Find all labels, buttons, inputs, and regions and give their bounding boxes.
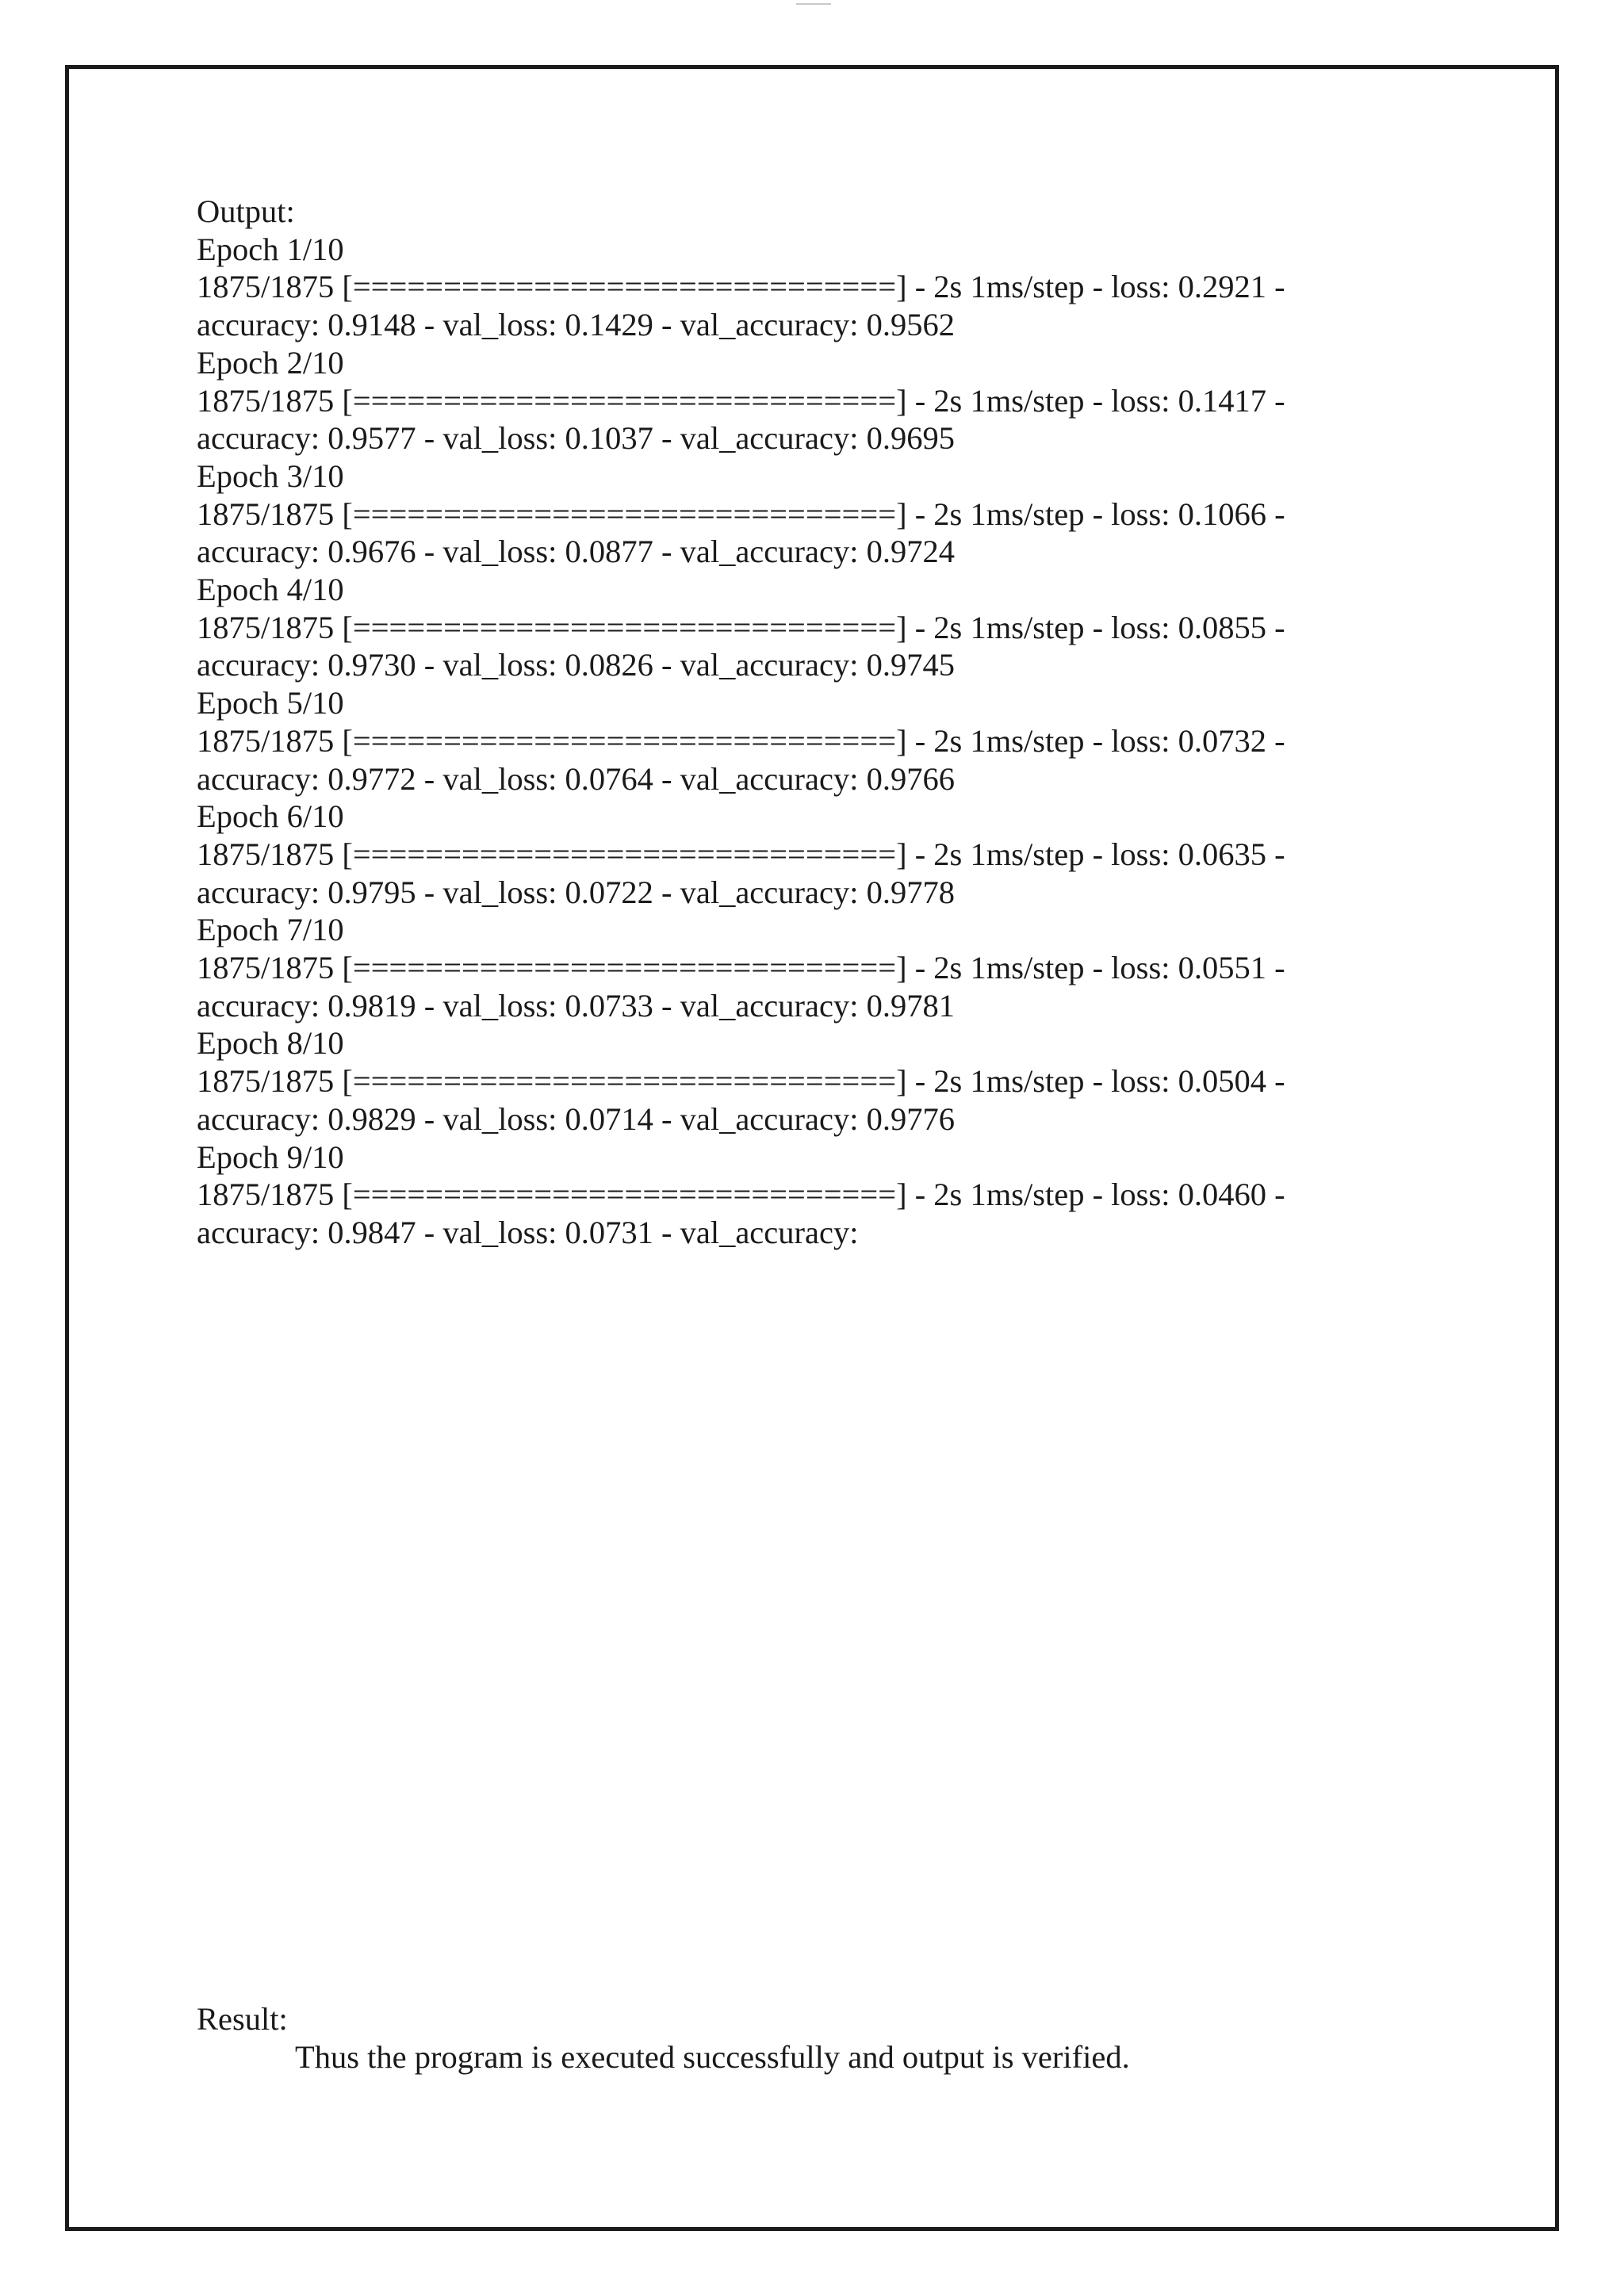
output-line: Epoch 4/10	[197, 572, 344, 608]
result-heading: Result:	[197, 2001, 288, 2037]
output-line: 1875/1875 [==============================] - 2s 1ms/step - loss: 0.0460 -	[197, 1177, 1285, 1213]
output-line: accuracy: 0.9577 - val_loss: 0.1037 - val_accuracy: 0.9695	[197, 420, 955, 457]
output-line: Epoch 2/10	[197, 344, 344, 381]
output-line: accuracy: 0.9795 - val_loss: 0.0722 - val_accuracy: 0.9778	[197, 874, 955, 910]
output-line: accuracy: 0.9148 - val_loss: 0.1429 - val_accuracy: 0.9562	[197, 307, 955, 343]
output-line: Epoch 3/10	[197, 457, 344, 494]
output-line: 1875/1875 [==============================] - 2s 1ms/step - loss: 0.0551 -	[197, 950, 1285, 986]
output-line: accuracy: 0.9772 - val_loss: 0.0764 - val_accuracy: 0.9766	[197, 760, 955, 797]
output-line: 1875/1875 [==============================] - 2s 1ms/step - loss: 0.0732 -	[197, 722, 1285, 759]
output-line: accuracy: 0.9819 - val_loss: 0.0733 - val_accuracy: 0.9781	[197, 987, 955, 1024]
output-line: accuracy: 0.9829 - val_loss: 0.0714 - val_accuracy: 0.9776	[197, 1100, 955, 1137]
output-line: Epoch 7/10	[197, 912, 344, 948]
output-line: accuracy: 0.9730 - val_loss: 0.0826 - val_accuracy: 0.9745	[197, 647, 955, 683]
output-line: 1875/1875 [==============================] - 2s 1ms/step - loss: 0.2921 -	[197, 269, 1285, 305]
output-line: Epoch 6/10	[197, 798, 344, 835]
output-section	[197, 193, 1545, 1252]
output-line: Epoch 8/10	[197, 1025, 344, 1062]
output-line: 1875/1875 [==============================] - 2s 1ms/step - loss: 0.1066 -	[197, 496, 1285, 532]
output-heading: Output:	[197, 193, 295, 229]
page-top-mark	[796, 0, 831, 5]
output-line: Epoch 5/10	[197, 685, 344, 721]
output-line: Epoch 9/10	[197, 1138, 344, 1175]
result-text: Thus the program is executed successfully and output is verified.	[295, 2038, 1130, 2075]
result-section	[197, 2000, 1545, 2076]
output-line: 1875/1875 [==============================] - 2s 1ms/step - loss: 0.1417 -	[197, 382, 1285, 419]
output-line: 1875/1875 [==============================] - 2s 1ms/step - loss: 0.0635 -	[197, 836, 1285, 872]
output-line: accuracy: 0.9847 - val_loss: 0.0731 - val_accuracy:	[197, 1214, 859, 1250]
output-line: 1875/1875 [==============================] - 2s 1ms/step - loss: 0.0855 -	[197, 609, 1285, 645]
output-line: accuracy: 0.9676 - val_loss: 0.0877 - val_accuracy: 0.9724	[197, 534, 955, 570]
output-line: Epoch 1/10	[197, 231, 344, 267]
output-line: 1875/1875 [==============================] - 2s 1ms/step - loss: 0.0504 -	[197, 1063, 1285, 1100]
